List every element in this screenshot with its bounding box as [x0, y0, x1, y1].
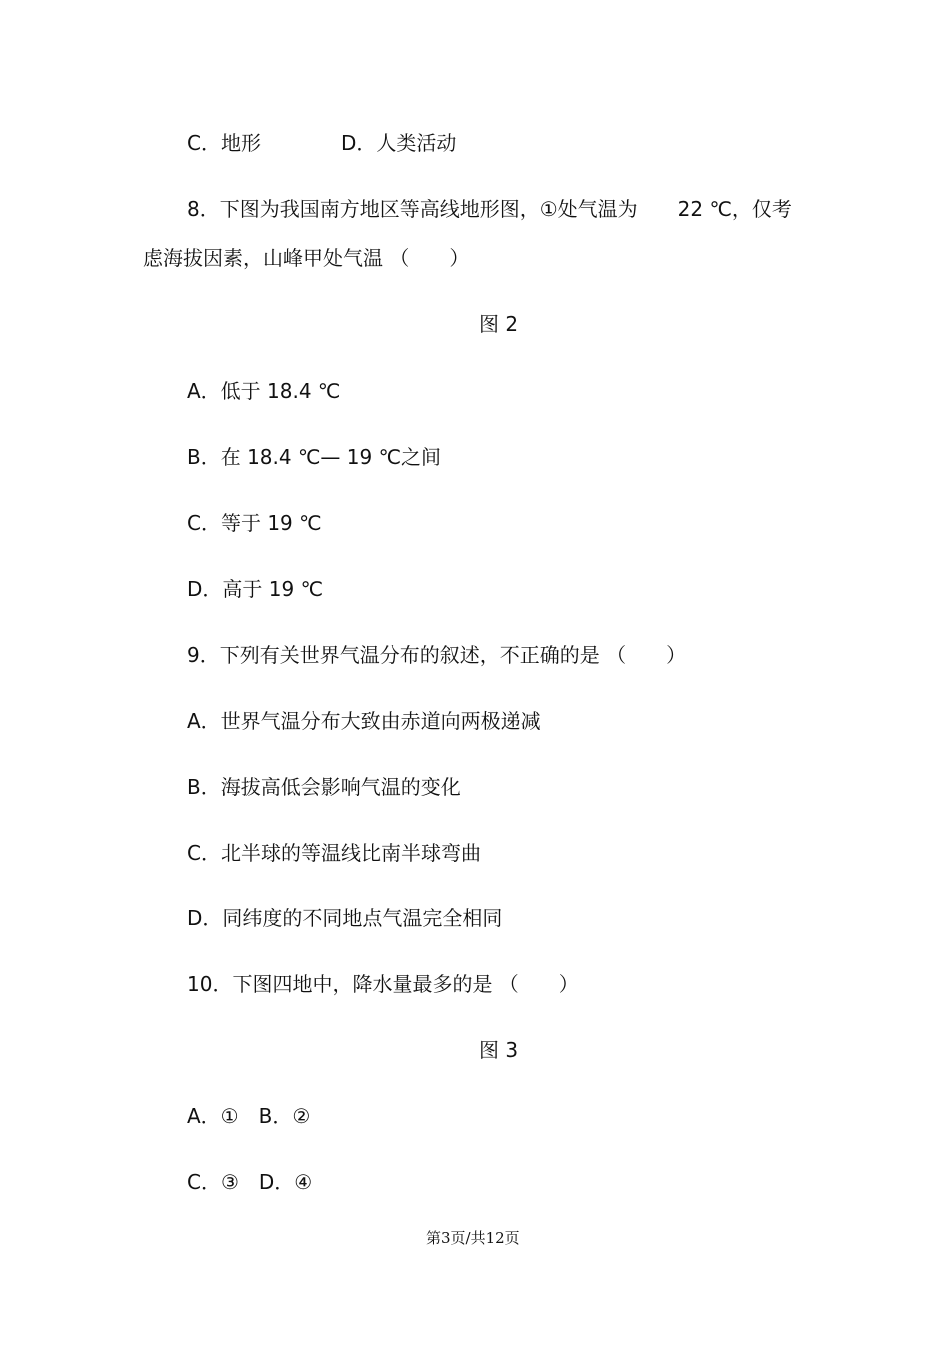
question-9-option-b: B．海拔高低会影响气温的变化: [187, 775, 461, 799]
question-8-option-a: A．低于 18.4 ℃: [187, 379, 341, 403]
question-8-option-b: B．在 18.4 ℃— 19 ℃之间: [187, 445, 442, 469]
figure-2-caption: 图 2: [479, 312, 519, 336]
question-9-option-d: D．同纬度的不同地点气温完全相同: [187, 906, 503, 930]
question-9-option-c: C．北半球的等温线比南半球弯曲: [187, 841, 481, 865]
question-9-stem: 9．下列有关世界气温分布的叙述，不正确的是 （ ）: [187, 643, 687, 667]
figure-3-caption: 图 3: [479, 1038, 519, 1062]
question-8-option-c: C．等于 19 ℃: [187, 511, 322, 535]
question-10-options-c-d: C．③ D．④: [187, 1170, 313, 1194]
question-10-stem: 10．下图四地中，降水量最多的是 （ ）: [187, 972, 579, 996]
question-9-option-a: A．世界气温分布大致由赤道向两极递减: [187, 709, 541, 733]
question-7-options-c-d: C．地形 D．人类活动: [187, 131, 457, 155]
question-8-option-d: D．高于 19 ℃: [187, 577, 324, 601]
question-8-stem-line-2: 虑海拔因素，山峰甲处气温 （ ）: [143, 246, 470, 270]
question-10-options-a-b: A．① B．②: [187, 1104, 311, 1128]
page-number-footer: 第3页/共12页: [426, 1229, 520, 1247]
question-8-stem-line-1: 8．下图为我国南方地区等高线地形图，①处气温为 22 ℃，仅考: [187, 197, 792, 221]
